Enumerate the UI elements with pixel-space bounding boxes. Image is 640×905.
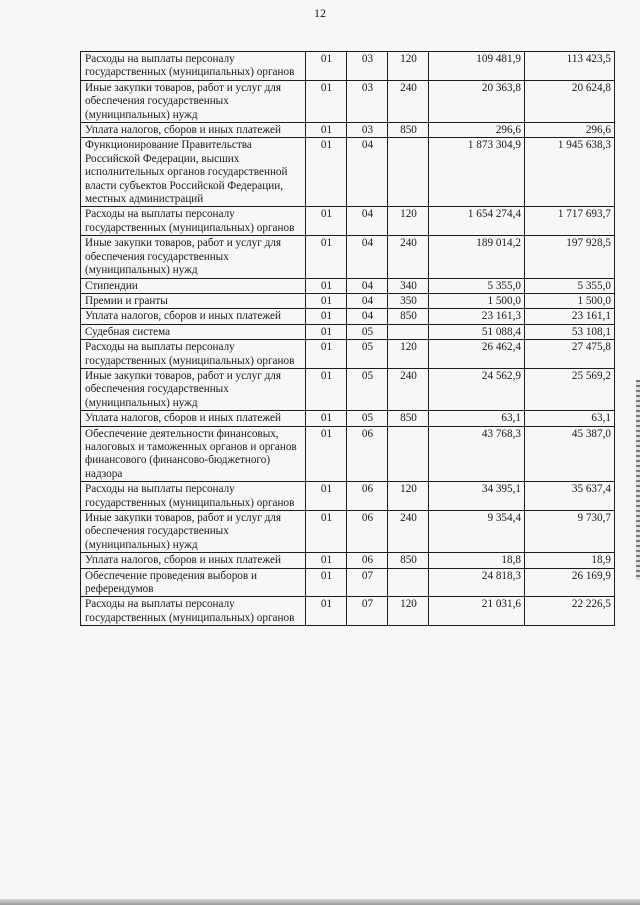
row-expense-type-cell: 240 (388, 368, 429, 410)
row-expense-type-cell (388, 324, 429, 339)
row-amount-year2-cell: 27 475,8 (525, 340, 615, 369)
row-name-cell: Иные закупки товаров, работ и услуг для обеспечения государственных (муниципальных) нужд (81, 236, 306, 278)
row-section-cell: 01 (306, 482, 347, 511)
row-expense-type-cell (388, 138, 429, 207)
row-name-cell: Расходы на выплаты персоналу государственных (муниципальных) органов (81, 52, 306, 81)
row-expense-type-cell (388, 426, 429, 482)
row-expense-type-cell: 340 (388, 278, 429, 293)
row-section-cell: 01 (306, 293, 347, 308)
row-amount-year2-cell: 113 423,5 (525, 52, 615, 81)
row-subsection-cell: 07 (347, 597, 388, 626)
row-subsection-cell: 04 (347, 236, 388, 278)
row-subsection-cell: 05 (347, 411, 388, 426)
page-number: 12 (314, 6, 326, 20)
row-section-cell: 01 (306, 368, 347, 410)
scan-edge-right (636, 380, 640, 580)
row-amount-year2-cell: 45 387,0 (525, 426, 615, 482)
row-name-cell: Иные закупки товаров, работ и услуг для обеспечения государственных (муниципальных) нужд (81, 511, 306, 553)
table-row (81, 123, 615, 138)
row-expense-type-cell: 240 (388, 236, 429, 278)
row-name-cell: Расходы на выплаты персоналу государственных (муниципальных) органов (81, 207, 306, 236)
row-amount-year1-cell: 43 768,3 (429, 426, 525, 482)
row-amount-year1-cell: 24 818,3 (429, 568, 525, 597)
row-subsection-cell: 04 (347, 138, 388, 207)
row-section-cell: 01 (306, 207, 347, 236)
row-expense-type-cell: 240 (388, 511, 429, 553)
row-amount-year2-cell: 18,9 (525, 553, 615, 568)
row-name-cell: Уплата налогов, сборов и иных платежей (81, 411, 306, 426)
row-amount-year2-cell: 23 161,1 (525, 309, 615, 324)
row-expense-type-cell: 120 (388, 52, 429, 81)
row-subsection-cell: 03 (347, 80, 388, 122)
row-amount-year2-cell: 25 569,2 (525, 368, 615, 410)
scan-edge-bottom (0, 899, 640, 905)
row-name-cell: Иные закупки товаров, работ и услуг для обеспечения государственных (муниципальных) нужд (81, 368, 306, 410)
row-section-cell: 01 (306, 553, 347, 568)
row-name-cell: Расходы на выплаты персоналу государственных (муниципальных) органов (81, 482, 306, 511)
row-amount-year1-cell: 109 481,9 (429, 52, 525, 81)
row-amount-year2-cell: 22 226,5 (525, 597, 615, 626)
row-amount-year2-cell: 1 717 693,7 (525, 207, 615, 236)
table-row (81, 138, 615, 207)
table-row (81, 52, 615, 81)
row-amount-year1-cell: 1 873 304,9 (429, 138, 525, 207)
row-amount-year1-cell: 5 355,0 (429, 278, 525, 293)
row-amount-year2-cell: 1 500,0 (525, 293, 615, 308)
row-expense-type-cell: 120 (388, 207, 429, 236)
table-row (81, 309, 615, 324)
table-row (81, 597, 615, 626)
row-name-cell: Уплата налогов, сборов и иных платежей (81, 123, 306, 138)
row-subsection-cell: 05 (347, 368, 388, 410)
row-subsection-cell: 05 (347, 340, 388, 369)
row-amount-year1-cell: 26 462,4 (429, 340, 525, 369)
row-name-cell: Уплата налогов, сборов и иных платежей (81, 309, 306, 324)
row-section-cell: 01 (306, 309, 347, 324)
row-name-cell: Стипендии (81, 278, 306, 293)
row-section-cell: 01 (306, 138, 347, 207)
row-name-cell: Расходы на выплаты персоналу государственных (муниципальных) органов (81, 597, 306, 626)
row-expense-type-cell: 850 (388, 123, 429, 138)
table-row (81, 368, 615, 410)
row-expense-type-cell: 120 (388, 597, 429, 626)
row-expense-type-cell: 850 (388, 411, 429, 426)
row-subsection-cell: 06 (347, 426, 388, 482)
row-amount-year1-cell: 23 161,3 (429, 309, 525, 324)
row-subsection-cell: 03 (347, 52, 388, 81)
row-amount-year2-cell: 5 355,0 (525, 278, 615, 293)
row-amount-year2-cell: 296,6 (525, 123, 615, 138)
budget-table (80, 51, 615, 626)
row-amount-year1-cell: 24 562,9 (429, 368, 525, 410)
table-row (81, 278, 615, 293)
row-name-cell: Расходы на выплаты персоналу государственных (муниципальных) органов (81, 340, 306, 369)
row-subsection-cell: 06 (347, 482, 388, 511)
row-amount-year1-cell: 63,1 (429, 411, 525, 426)
row-amount-year2-cell: 1 945 638,3 (525, 138, 615, 207)
row-name-cell: Функционирование Правительства Российской Федерации, высших исполнительных органов государственной власти субъектов Российской Федерации, местных администраций (81, 138, 306, 207)
row-name-cell: Обеспечение деятельности финансовых, налоговых и таможенных органов и органов финансового (финансово-бюджетного) надзора (81, 426, 306, 482)
row-amount-year2-cell: 53 108,1 (525, 324, 615, 339)
row-section-cell: 01 (306, 597, 347, 626)
table-row (81, 553, 615, 568)
row-amount-year2-cell: 197 928,5 (525, 236, 615, 278)
row-amount-year1-cell: 18,8 (429, 553, 525, 568)
row-amount-year2-cell: 9 730,7 (525, 511, 615, 553)
row-subsection-cell: 04 (347, 207, 388, 236)
table-row (81, 568, 615, 597)
row-name-cell: Уплата налогов, сборов и иных платежей (81, 553, 306, 568)
row-section-cell: 01 (306, 324, 347, 339)
row-section-cell: 01 (306, 278, 347, 293)
row-subsection-cell: 04 (347, 293, 388, 308)
row-section-cell: 01 (306, 340, 347, 369)
row-section-cell: 01 (306, 511, 347, 553)
table-row (81, 324, 615, 339)
row-amount-year2-cell: 35 637,4 (525, 482, 615, 511)
row-expense-type-cell: 850 (388, 309, 429, 324)
row-amount-year1-cell: 189 014,2 (429, 236, 525, 278)
table-row (81, 340, 615, 369)
row-amount-year1-cell: 21 031,6 (429, 597, 525, 626)
row-amount-year1-cell: 9 354,4 (429, 511, 525, 553)
row-section-cell: 01 (306, 236, 347, 278)
row-subsection-cell: 03 (347, 123, 388, 138)
row-amount-year2-cell: 26 169,9 (525, 568, 615, 597)
row-expense-type-cell: 120 (388, 340, 429, 369)
row-section-cell: 01 (306, 568, 347, 597)
row-subsection-cell: 04 (347, 278, 388, 293)
row-subsection-cell: 04 (347, 309, 388, 324)
row-amount-year1-cell: 51 088,4 (429, 324, 525, 339)
row-amount-year2-cell: 63,1 (525, 411, 615, 426)
table-row (81, 511, 615, 553)
row-amount-year1-cell: 20 363,8 (429, 80, 525, 122)
table-row (81, 207, 615, 236)
row-amount-year2-cell: 20 624,8 (525, 80, 615, 122)
row-name-cell: Судебная система (81, 324, 306, 339)
table-row (81, 426, 615, 482)
row-amount-year1-cell: 34 395,1 (429, 482, 525, 511)
row-section-cell: 01 (306, 80, 347, 122)
row-expense-type-cell: 120 (388, 482, 429, 511)
row-expense-type-cell: 350 (388, 293, 429, 308)
row-name-cell: Обеспечение проведения выборов и референдумов (81, 568, 306, 597)
row-section-cell: 01 (306, 426, 347, 482)
row-expense-type-cell: 240 (388, 80, 429, 122)
table-row (81, 236, 615, 278)
table-row (81, 482, 615, 511)
row-name-cell: Премии и гранты (81, 293, 306, 308)
row-section-cell: 01 (306, 52, 347, 81)
row-amount-year1-cell: 1 654 274,4 (429, 207, 525, 236)
row-name-cell: Иные закупки товаров, работ и услуг для обеспечения государственных (муниципальных) нужд (81, 80, 306, 122)
table-row (81, 293, 615, 308)
table-row (81, 80, 615, 122)
row-section-cell: 01 (306, 123, 347, 138)
row-section-cell: 01 (306, 411, 347, 426)
row-subsection-cell: 06 (347, 553, 388, 568)
row-amount-year1-cell: 296,6 (429, 123, 525, 138)
row-amount-year1-cell: 1 500,0 (429, 293, 525, 308)
budget-table-body (81, 52, 615, 626)
row-subsection-cell: 05 (347, 324, 388, 339)
table-row (81, 411, 615, 426)
row-subsection-cell: 07 (347, 568, 388, 597)
row-subsection-cell: 06 (347, 511, 388, 553)
row-expense-type-cell (388, 568, 429, 597)
row-expense-type-cell: 850 (388, 553, 429, 568)
